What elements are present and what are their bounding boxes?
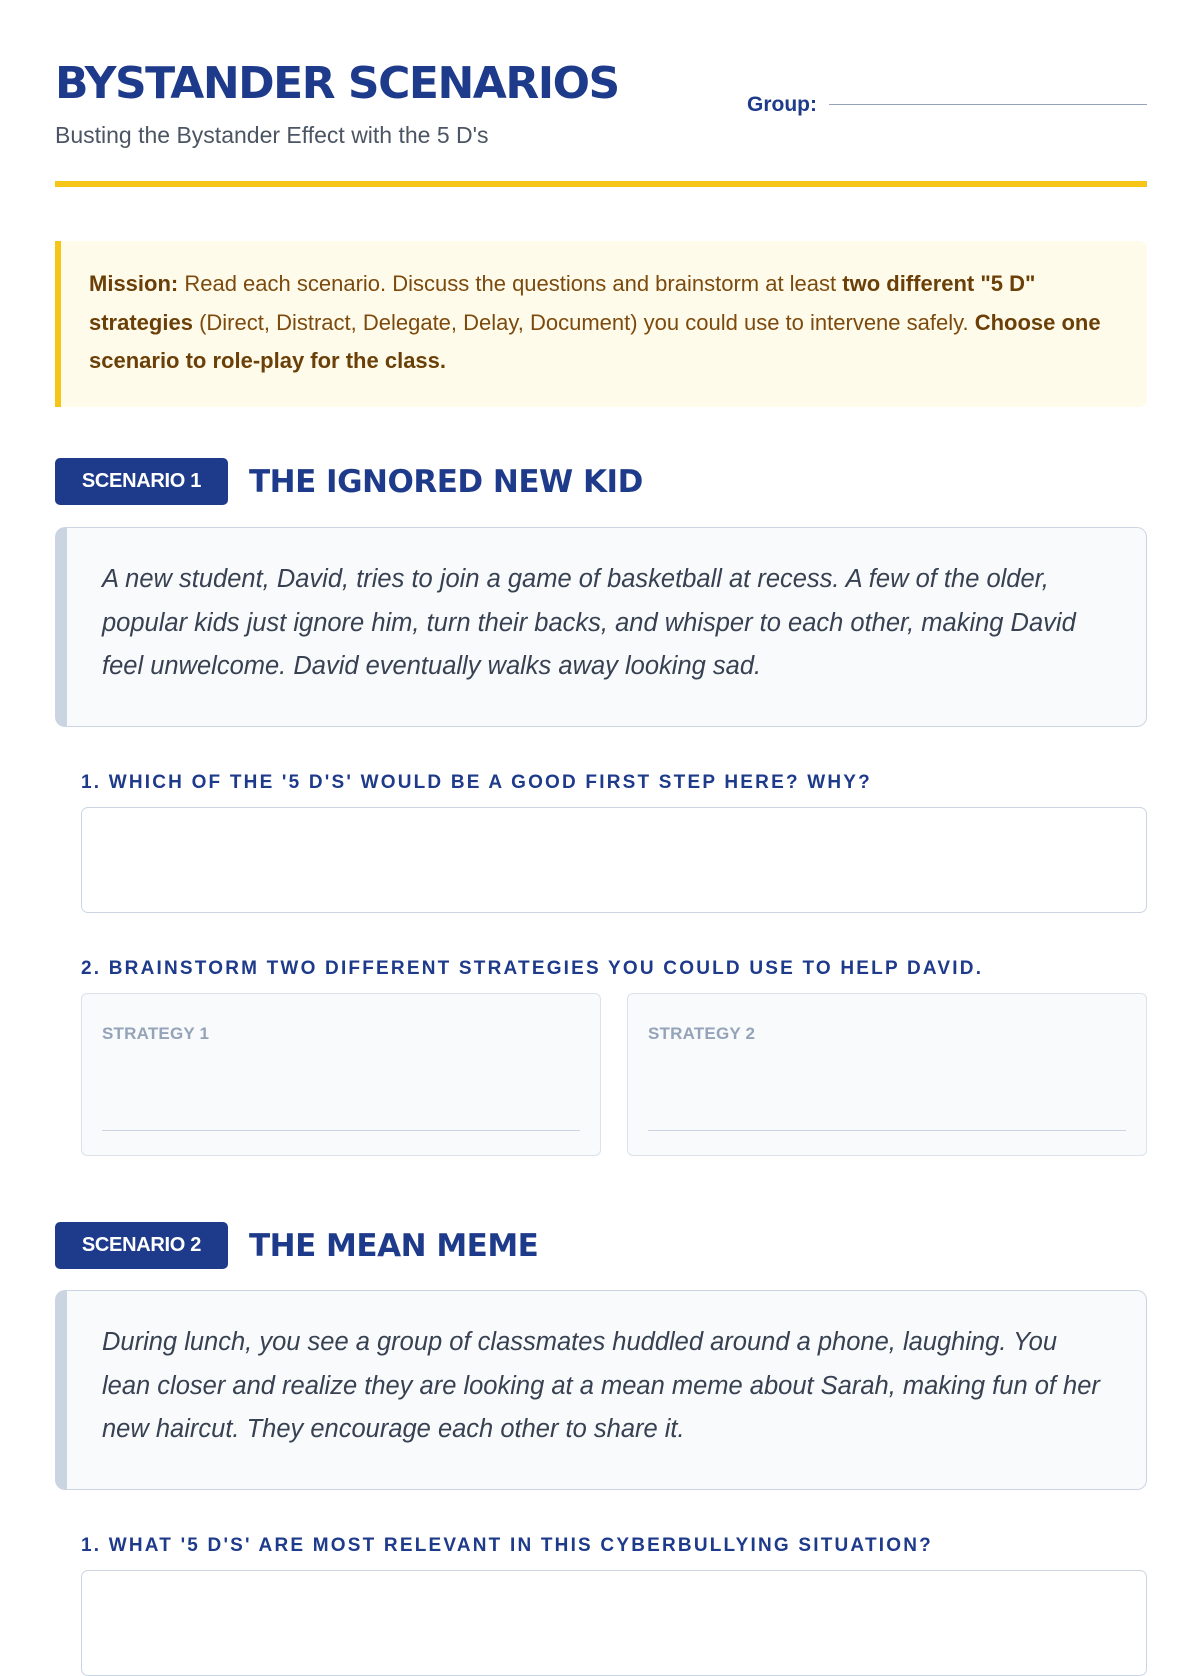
strategy-1-box[interactable] xyxy=(81,993,601,1156)
worksheet-header xyxy=(55,0,1147,190)
mission-box xyxy=(55,241,1147,407)
mission-text-1: Read each scenario. Discuss the questions and brainstorm at least xyxy=(178,271,843,296)
worksheet-page xyxy=(55,0,1147,1556)
scenario-2-title: THE MEAN MEME xyxy=(249,1227,539,1264)
group-name-field[interactable] xyxy=(829,104,1147,105)
mission-bold-2: Choose one scenario to role-play for the class. xyxy=(89,309,1101,373)
group-label: Group: xyxy=(747,93,817,116)
strategy-1-label: STRATEGY 1 xyxy=(102,1024,210,1043)
scenario-2-question-1: 1. WHAT '5 D'S' ARE MOST RELEVANT IN THIS CYBERBULLYING SITUATION? xyxy=(81,1535,933,1556)
scenario-1-answer-1-field[interactable] xyxy=(81,807,1147,913)
page-subtitle: Busting the Bystander Effect with the 5 D's xyxy=(55,122,489,148)
strategy-1-line xyxy=(102,1130,580,1131)
scenario-1-description: A new student, David, tries to join a game of basketball at recess. A few of the older, popular kids just ignore him, turn their backs, and whisper to each other, making David feel unwelcome. David eventually walks away looking sad. xyxy=(55,527,1147,727)
scenario-1-question-2: 2. BRAINSTORM TWO DIFFERENT STRATEGIES YOU COULD USE TO HELP DAVID. xyxy=(81,958,984,979)
scenario-2-tag: SCENARIO 2 xyxy=(55,1222,228,1269)
mission-label: Mission: xyxy=(89,271,179,296)
scenario-2-description: During lunch, you see a group of classmates huddled around a phone, laughing. You lean closer and realize they are looking at a mean meme about Sarah, making fun of her new haircut. They encourage each other to share it. xyxy=(55,1290,1147,1490)
scenario-1-header xyxy=(55,458,643,505)
strategy-2-box[interactable] xyxy=(627,993,1147,1156)
strategy-2-line xyxy=(648,1130,1126,1131)
page-title: BYSTANDER SCENARIOS xyxy=(55,58,619,109)
mission-bold-1: two different "5 D" strategies xyxy=(89,271,1036,335)
scenario-1-question-1: 1. WHICH OF THE '5 D'S' WOULD BE A GOOD FIRST STEP HERE? WHY? xyxy=(81,772,872,793)
scenario-2-header xyxy=(55,1222,538,1269)
strategy-2-label: STRATEGY 2 xyxy=(648,1024,756,1043)
header-divider xyxy=(55,181,1147,187)
scenario-2-answer-1-field[interactable] xyxy=(81,1570,1147,1676)
mission-text-2: (Direct, Distract, Delegate, Delay, Document) you could use to intervene safely. xyxy=(192,309,975,335)
scenario-1-tag: SCENARIO 1 xyxy=(55,458,228,505)
scenario-1-title: THE IGNORED NEW KID xyxy=(249,463,643,500)
